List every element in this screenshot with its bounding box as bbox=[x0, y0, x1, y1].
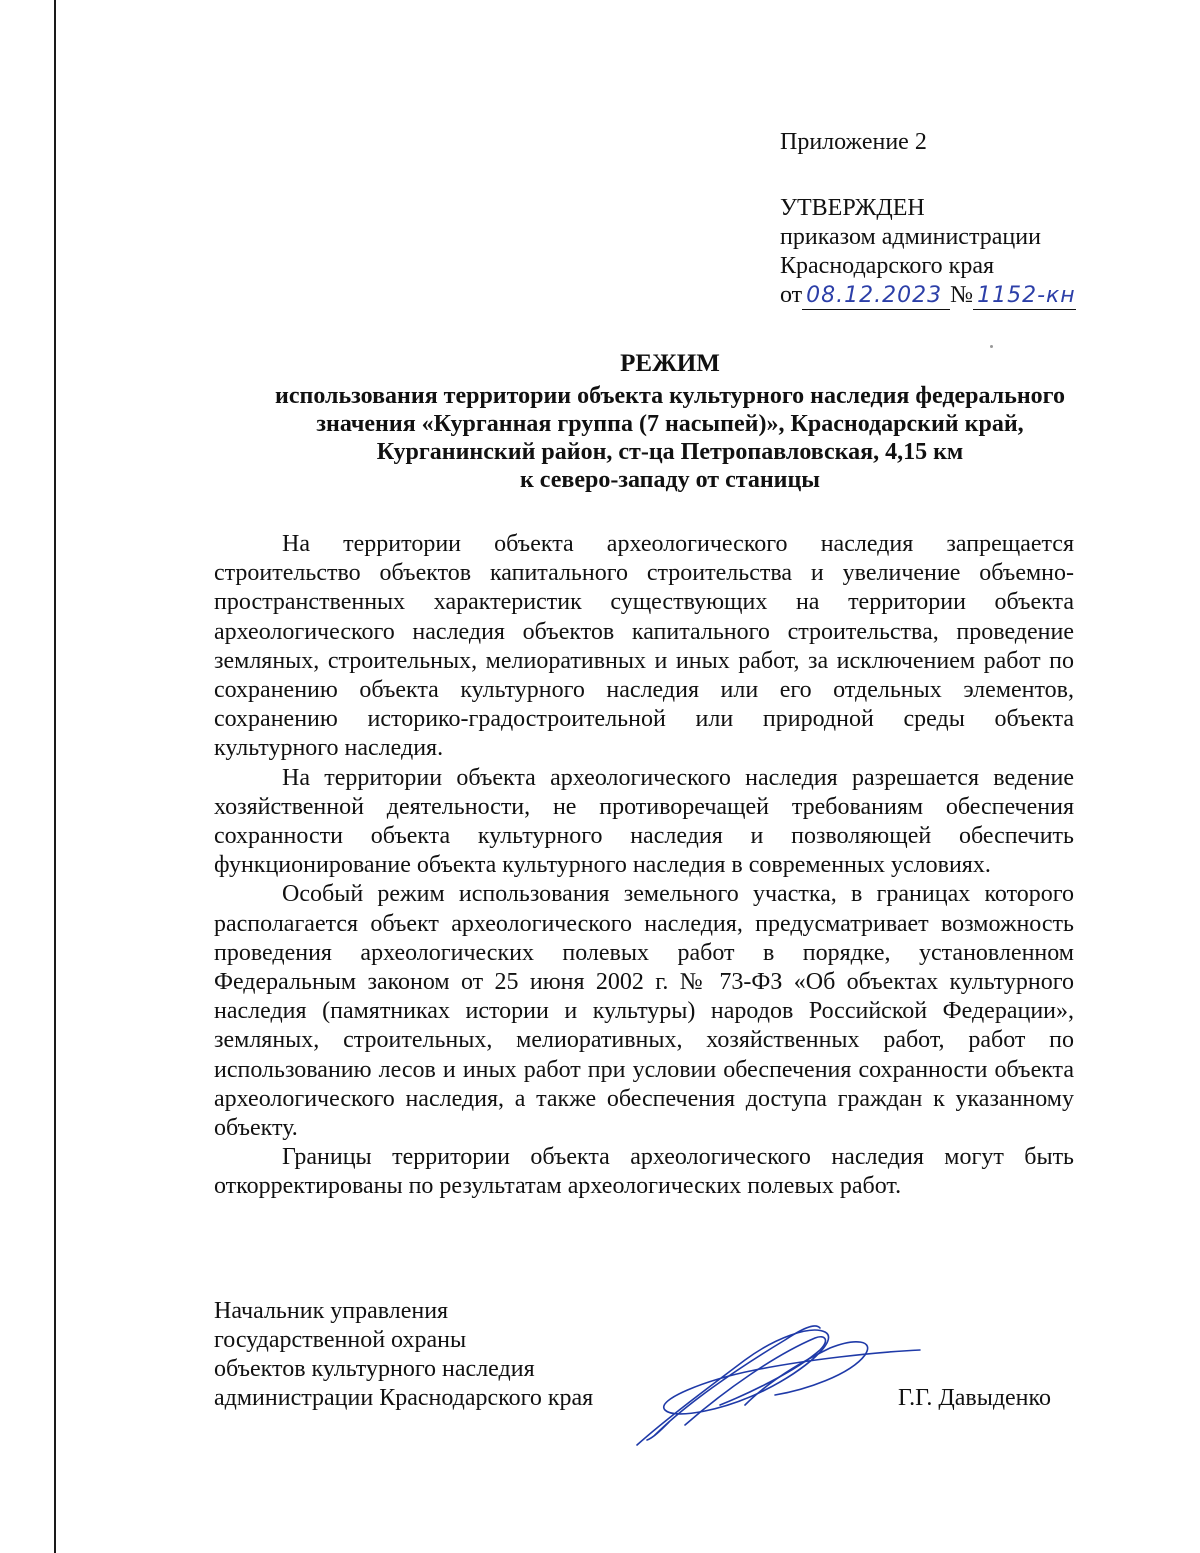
paragraph-special-regime: Особый режим использования земельного участка, в границах которого располагается объект археологического наследия, предусматривает возможность проведения археологических полевых работ в порядке, установленном Федеральным законом от 25 июня 2002 г. № 73-ФЗ «Об объектах культурного наследия (памятниках истории и культуры) народов Российской Федерации», земляных, строительных, мелиоративных, хозяйственных работ, работ по использованию лесов и иных работ при условии обеспечения сохранности объекта археологического наследия, а также обеспечения доступа граждан к указанному объекту. bbox=[214, 881, 1074, 1142]
paragraph-prohibitions: На территории объекта археологического наследия запрещается строительство объектов капитального строительства и увеличение объемно-пространственных характеристик существующих на территории объекта археологического наследия объектов капитального строительства, проведение земляных, строительных, мелиоративных и иных работ, за исключением работ по сохранению объекта культурного наследия или его отдельных элементов, сохранению историко-градостроительной или природной среды объекта культурного наследия. bbox=[214, 531, 1074, 762]
handwritten-date: 08.12.2023 bbox=[802, 283, 950, 310]
document-body bbox=[214, 530, 1074, 1202]
date-prefix: от bbox=[780, 282, 803, 308]
signatory-position bbox=[214, 1297, 593, 1413]
title-line-3: Курганинский район, ст-ца Петропавловская, 4,15 км bbox=[376, 439, 964, 465]
scan-edge-line bbox=[54, 0, 56, 1553]
handwritten-signature bbox=[625, 1310, 925, 1455]
signatory-line-2: государственной охраны bbox=[214, 1327, 467, 1353]
signatory-line-4: администрации Краснодарского края bbox=[214, 1385, 594, 1411]
number-prefix: № bbox=[950, 282, 974, 308]
approved-by-order: приказом администрации bbox=[780, 224, 1041, 250]
document-title-block bbox=[200, 350, 1140, 494]
title-line-2: значения «Курганная группа (7 насыпей)», Краснодарский край, bbox=[316, 411, 1024, 437]
order-date-number-line bbox=[780, 281, 1076, 310]
signatory-line-3: объектов культурного наследия bbox=[214, 1356, 535, 1382]
scan-speck bbox=[990, 345, 993, 348]
signer-name: Г.Г. Давыденко bbox=[898, 1385, 1051, 1411]
approval-block bbox=[780, 128, 1076, 310]
document-title: РЕЖИМ bbox=[620, 350, 720, 377]
approved-label: УТВЕРЖДЕН bbox=[780, 195, 925, 221]
paragraph-permissions: На территории объекта археологического наследия разрешается ведение хозяйственной деятельности, не противоречащей требованиям обеспечения сохранности объекта культурного наследия и позволяющей обеспечить функционирование объекта культурного наследия в современных условиях. bbox=[214, 764, 1074, 879]
annex-label: Приложение 2 bbox=[780, 129, 927, 155]
approved-region: Краснодарского края bbox=[780, 253, 995, 279]
paragraph-boundaries: Границы территории объекта археологического наследия могут быть откорректированы по результатам археологических полевых работ. bbox=[214, 1144, 1074, 1200]
signatory-line-1: Начальник управления bbox=[214, 1298, 449, 1324]
title-line-4: к северо-западу от станицы bbox=[519, 467, 821, 493]
title-line-1: использования территории объекта культурного наследия федерального bbox=[275, 383, 1065, 409]
handwritten-number: 1152-кн bbox=[973, 283, 1076, 310]
